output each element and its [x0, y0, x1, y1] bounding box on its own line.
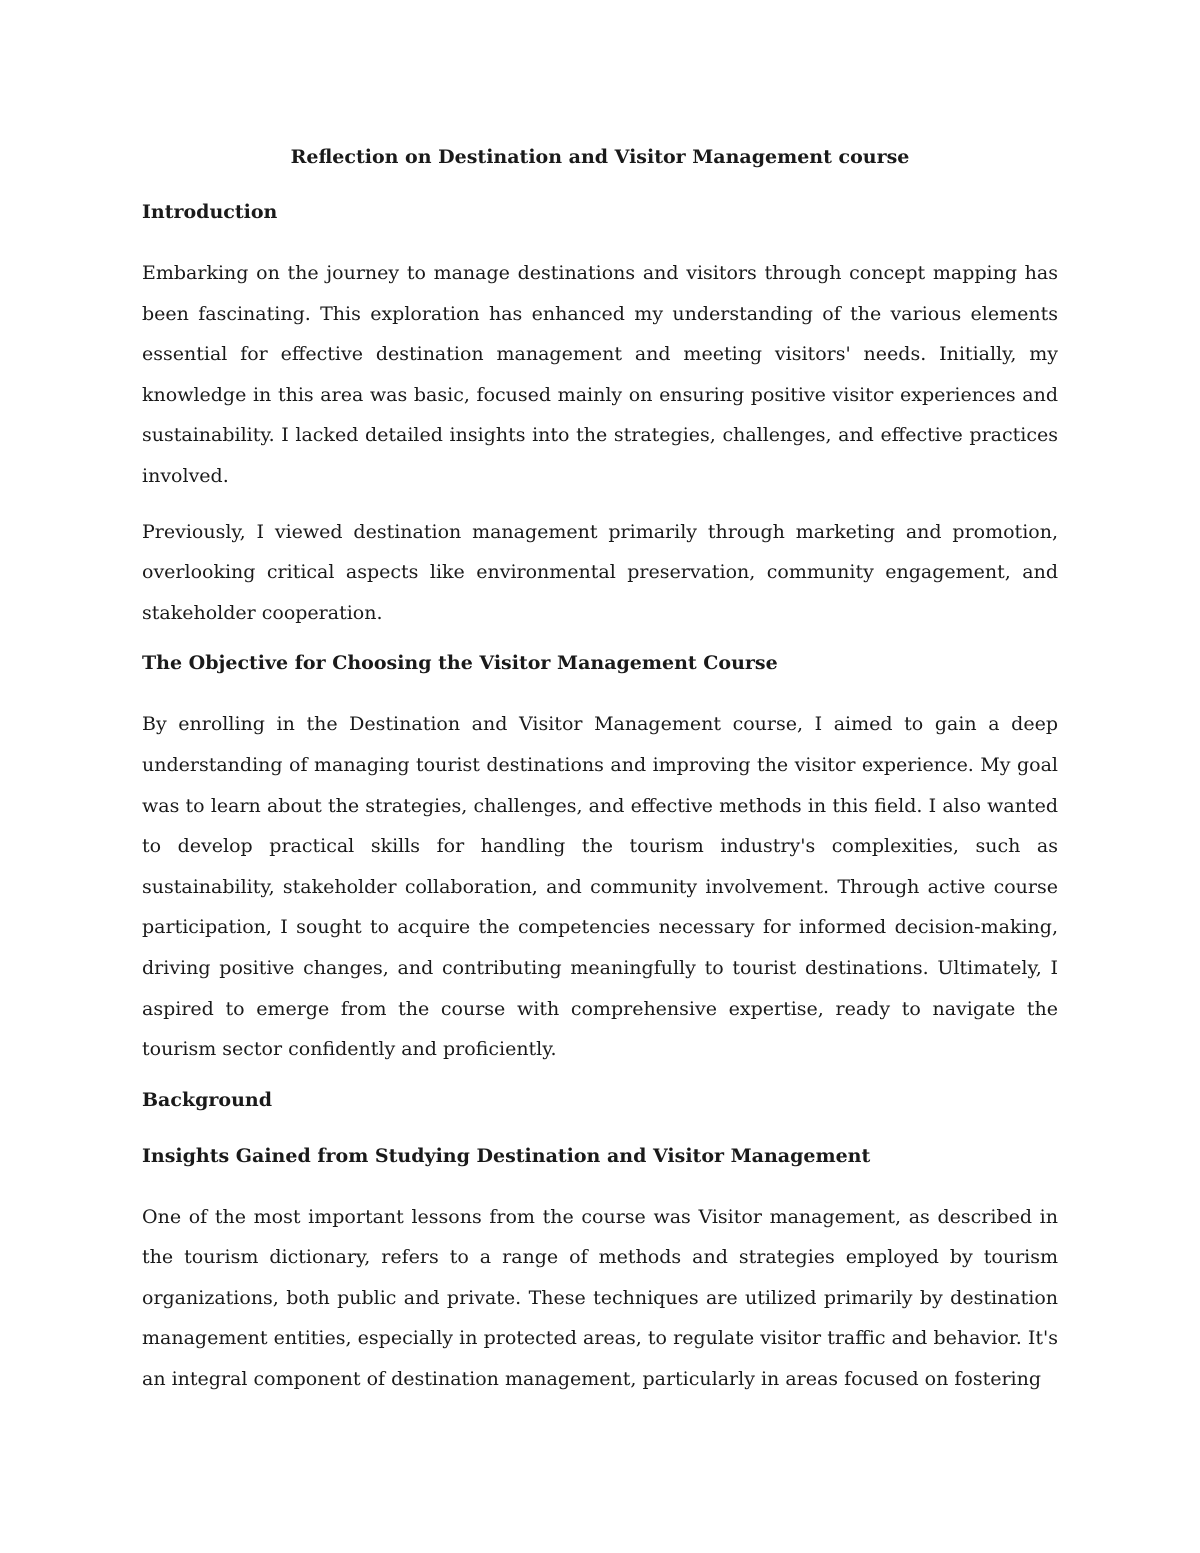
paragraph-insights-1: One of the most important lessons from the course was Visitor management, as described in the tourism dictionary, refers to a range of methods and strategies employed by tourism organizations, both public and private. These techniques are utilized primarily by destination management entities, especially in protected areas, to regulate visitor traffic and behavior. It's an integral component of destination management, particularly in areas focused on fostering [142, 1205, 1058, 1391]
heading-background: Background [142, 1088, 272, 1111]
heading-objective: The Objective for Choosing the Visitor Management Course [142, 652, 778, 675]
heading-insights: Insights Gained from Studying Destination and Visitor Management [142, 1144, 871, 1167]
document-body [142, 142, 1058, 1400]
heading-introduction: Introduction [142, 201, 278, 223]
paragraph-introduction-1: Embarking on the journey to manage destinations and visitors through concept mapping has been fascinating. This exploration has enhanced my understanding of the various elements essential for effective destination management and meeting visitors' needs. Initially, my knowledge in this area was basic, focused mainly on ensuring positive visitor experiences and sustainability. I lacked detailed insights into the strategies, challenges, and effective practices involved. [142, 262, 1058, 487]
document-title: Reflection on Destination and Visitor Management course [290, 146, 910, 168]
paragraph-introduction-2: Previously, I viewed destination management primarily through marketing and promotion, overlooking critical aspects like environmental preservation, community engagement, and stakeholder cooperation. [142, 520, 1058, 624]
paragraph-objective-1: By enrolling in the Destination and Visitor Management course, I aimed to gain a deep understanding of managing tourist destinations and improving the visitor experience. My goal was to learn about the strategies, challenges, and effective methods in this field. I also wanted to develop practical skills for handling the tourism industry's complexities, such as sustainability, stakeholder collaboration, and community involvement. Through active course participation, I sought to acquire the competencies necessary for informed decision-making, driving positive changes, and contributing meaningfully to tourist destinations. Ultimately, I aspired to emerge from the course with comprehensive expertise, ready to navigate the tourism sector confidently and proficiently. [142, 713, 1058, 1061]
